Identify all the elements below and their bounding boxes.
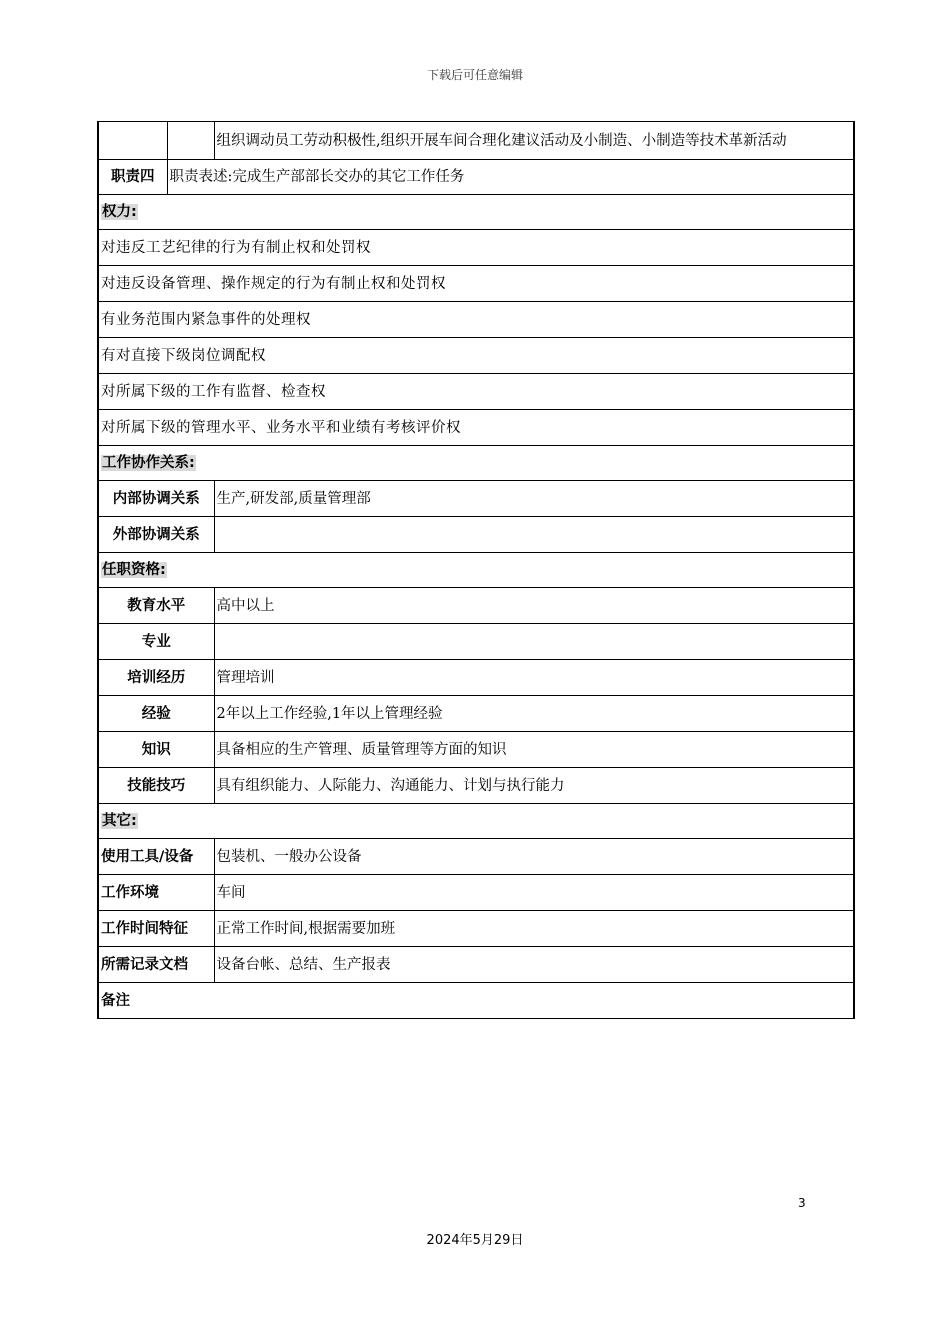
footer-date: 2024年5月29日: [426, 1233, 524, 1248]
authority-item-2: 对违反设备管理、操作规定的行为有制止权和处罚权: [98, 266, 854, 302]
qualification-label-major: 专业: [98, 624, 214, 660]
duty4-row: [98, 160, 854, 195]
authority-item: [98, 374, 854, 410]
cooperation-label-external: 外部协调关系: [98, 517, 214, 553]
authority-item: [98, 410, 854, 446]
page-number: 3: [798, 1196, 806, 1210]
other-value-records: 设备台帐、总结、生产报表: [214, 947, 854, 983]
other-label-worktime: 工作时间特征: [98, 911, 214, 947]
qualification-label-training: 培训经历: [98, 660, 214, 696]
qualification-label-knowledge: 知识: [98, 732, 214, 768]
qualification-value-experience: 2年以上工作经验,1年以上管理经验: [214, 696, 854, 732]
authority-item: [98, 230, 854, 266]
qualification-value-knowledge: 具备相应的生产管理、质量管理等方面的知识: [214, 732, 854, 768]
qualification-row: [98, 624, 854, 660]
qualification-value-education: 高中以上: [214, 588, 854, 624]
other-section-row: [98, 804, 854, 839]
qualification-label-experience: 经验: [98, 696, 214, 732]
authority-item-6: 对所属下级的管理水平、业务水平和业绩有考核评价权: [98, 410, 854, 446]
qualification-row: [98, 768, 854, 804]
duty4-text: 职责表述:完成生产部部长交办的其它工作任务: [167, 160, 854, 195]
qualification-value-training: 管理培训: [214, 660, 854, 696]
other-row: [98, 947, 854, 983]
qualification-label-skills: 技能技巧: [98, 768, 214, 804]
other-label-records: 所需记录文档: [98, 947, 214, 983]
cooperation-value-external: [214, 517, 854, 553]
qualification-row: [98, 732, 854, 768]
job-description-table: [97, 121, 855, 1019]
authority-item-1: 对违反工艺纪律的行为有制止权和处罚权: [98, 230, 854, 266]
cooperation-row: [98, 481, 854, 517]
other-row: [98, 875, 854, 911]
remarks-row: [98, 983, 854, 1019]
authority-item: [98, 302, 854, 338]
other-value-worktime: 正常工作时间,根据需要加班: [214, 911, 854, 947]
other-row: [98, 839, 854, 875]
qualification-row: [98, 588, 854, 624]
cooperation-label-internal: 内部协调关系: [98, 481, 214, 517]
qualification-label-education: 教育水平: [98, 588, 214, 624]
other-row: [98, 911, 854, 947]
other-label-tools: 使用工具/设备: [98, 839, 214, 875]
authority-item-4: 有对直接下级岗位调配权: [98, 338, 854, 374]
other-label-environment: 工作环境: [98, 875, 214, 911]
other-title: 其它:: [98, 804, 854, 839]
duty4-label: 职责四: [98, 160, 167, 195]
duty-continued-text: 组织调动员工劳动积极性,组织开展车间合理化建议活动及小制造、小制造等技术革新活动: [214, 122, 854, 160]
other-value-environment: 车间: [214, 875, 854, 911]
authority-section-row: [98, 195, 854, 230]
authority-item: [98, 338, 854, 374]
authority-item-3: 有业务范围内紧急事件的处理权: [98, 302, 854, 338]
page-header: 下载后可任意编辑: [426, 68, 523, 82]
qualification-row: [98, 696, 854, 732]
authority-item: [98, 266, 854, 302]
qualification-value-skills: 具有组织能力、人际能力、沟通能力、计划与执行能力: [214, 768, 854, 804]
duty-continued-row: [98, 122, 854, 160]
qualification-row: [98, 660, 854, 696]
authority-title: 权力:: [98, 195, 854, 230]
cooperation-title: 工作协作关系:: [98, 446, 854, 481]
authority-item-5: 对所属下级的工作有监督、检查权: [98, 374, 854, 410]
duty-continued-blank-1: [98, 122, 167, 160]
duty-continued-blank-2: [167, 122, 214, 160]
qualification-section-row: [98, 553, 854, 588]
cooperation-section-row: [98, 446, 854, 481]
qualification-title: 任职资格:: [98, 553, 854, 588]
cooperation-row: [98, 517, 854, 553]
remarks-label: 备注: [98, 983, 854, 1019]
qualification-value-major: [214, 624, 854, 660]
cooperation-value-internal: 生产,研发部,质量管理部: [214, 481, 854, 517]
other-value-tools: 包装机、一般办公设备: [214, 839, 854, 875]
